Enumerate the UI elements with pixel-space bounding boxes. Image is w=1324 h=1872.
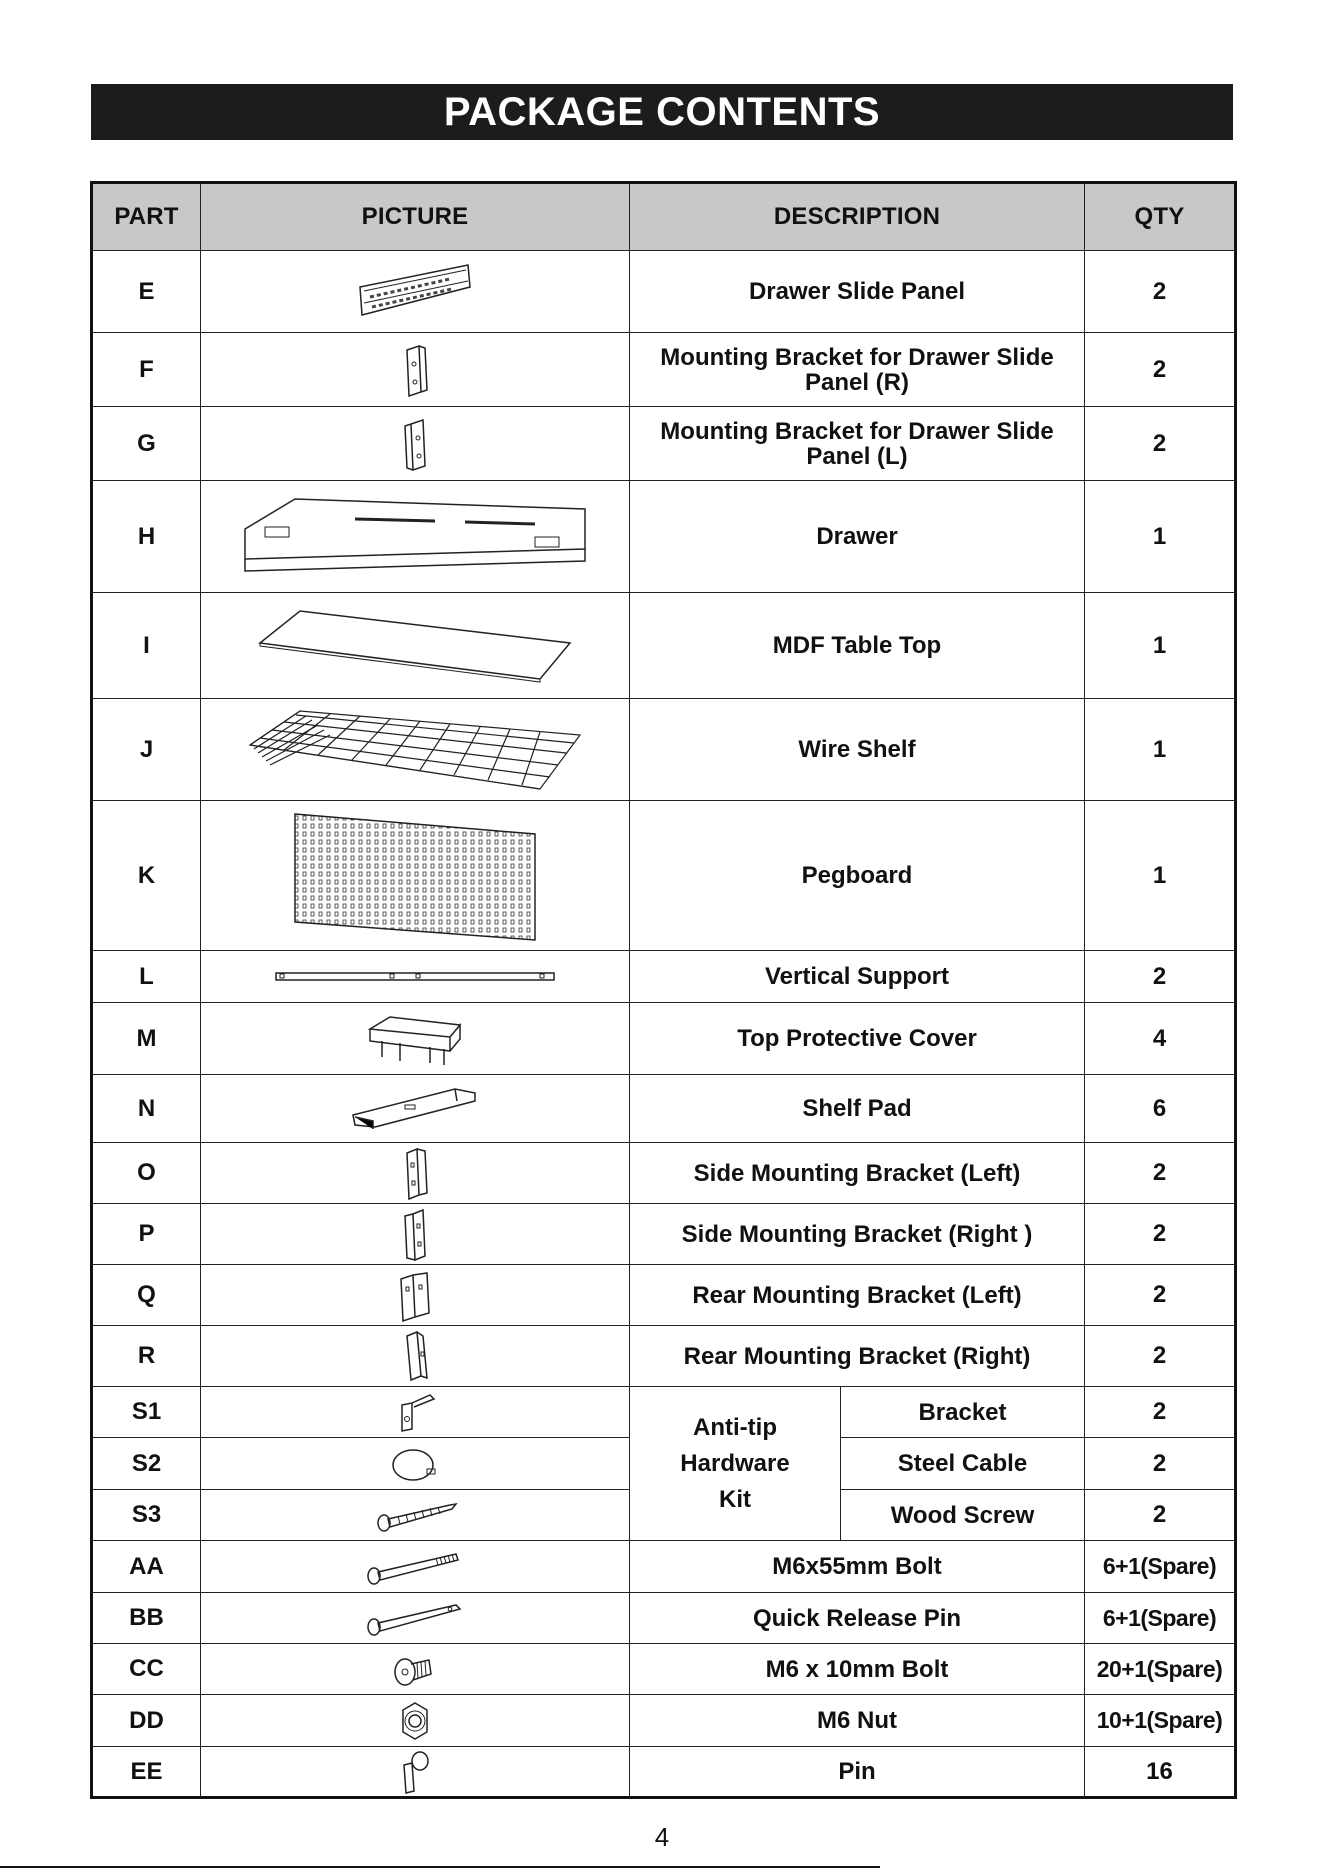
table-row: [92, 1387, 1236, 1438]
part-picture: [201, 1204, 630, 1265]
part-qty: 16: [1085, 1747, 1236, 1798]
table-row: [92, 1204, 1236, 1265]
part-code: L: [92, 951, 201, 1003]
part-qty: 2: [1085, 1265, 1236, 1326]
part-description: MDF Table Top: [630, 593, 1085, 699]
part-code: AA: [92, 1541, 201, 1593]
part-qty: 2: [1085, 1143, 1236, 1204]
part-code: EE: [92, 1747, 201, 1798]
part-code: BB: [92, 1593, 201, 1644]
part-picture: [201, 333, 630, 407]
part-description: M6 x 10mm Bolt: [630, 1644, 1085, 1695]
bracket-icon: [395, 1145, 435, 1201]
pin-icon: [390, 1749, 440, 1795]
part-qty: 2: [1085, 1204, 1236, 1265]
drawer-icon: [235, 489, 595, 585]
table-header-row: [92, 183, 1236, 251]
table-row: [92, 1326, 1236, 1387]
part-description: Pin: [630, 1747, 1085, 1798]
protective-cover-icon: [360, 1009, 470, 1069]
part-code: G: [92, 407, 201, 481]
part-picture: [201, 699, 630, 801]
shelf-pad-icon: [345, 1081, 485, 1137]
part-picture: [201, 1644, 630, 1695]
anti-tip-bracket-icon: [390, 1389, 440, 1435]
bracket-icon: [395, 340, 435, 400]
part-picture: [201, 1387, 630, 1438]
part-code: DD: [92, 1695, 201, 1747]
part-picture: [201, 1075, 630, 1143]
anti-tip-kit-label: Anti-tip Hardware Kit: [630, 1387, 841, 1541]
part-picture: [201, 951, 630, 1003]
part-description: Rear Mounting Bracket (Left): [630, 1265, 1085, 1326]
part-code: H: [92, 481, 201, 593]
part-qty: 2: [1085, 251, 1236, 333]
part-picture: [201, 251, 630, 333]
part-code: P: [92, 1204, 201, 1265]
part-picture: [201, 1438, 630, 1490]
nut-icon: [395, 1699, 435, 1743]
table-row: [92, 1003, 1236, 1075]
part-code: R: [92, 1326, 201, 1387]
header-description: DESCRIPTION: [630, 183, 1085, 251]
part-qty: 2: [1085, 1326, 1236, 1387]
part-picture: [201, 481, 630, 593]
table-row: [92, 699, 1236, 801]
part-code: I: [92, 593, 201, 699]
vertical-support-icon: [270, 967, 560, 987]
part-description: Mounting Bracket for Drawer Slide Panel (L): [630, 407, 1085, 481]
table-row: [92, 481, 1236, 593]
part-picture: [201, 1326, 630, 1387]
table-row: [92, 1644, 1236, 1695]
pegboard-icon: [285, 806, 545, 946]
part-qty: 1: [1085, 699, 1236, 801]
part-picture: [201, 1265, 630, 1326]
package-contents-table: [90, 181, 1237, 1799]
part-picture: [201, 801, 630, 951]
part-picture: [201, 407, 630, 481]
part-picture: [201, 1695, 630, 1747]
table-row: [92, 593, 1236, 699]
table-row: [92, 801, 1236, 951]
part-description: Mounting Bracket for Drawer Slide Panel (R): [630, 333, 1085, 407]
footer-rule: [0, 1866, 880, 1868]
steel-cable-icon: [385, 1441, 445, 1487]
part-description: Vertical Support: [630, 951, 1085, 1003]
part-qty: 1: [1085, 593, 1236, 699]
table-row: [92, 1541, 1236, 1593]
bracket-icon: [395, 1206, 435, 1262]
header-qty: QTY: [1085, 183, 1236, 251]
part-description: Side Mounting Bracket (Right ): [630, 1204, 1085, 1265]
part-description: Bracket: [841, 1387, 1085, 1438]
table-row: [92, 1143, 1236, 1204]
part-description: M6 Nut: [630, 1695, 1085, 1747]
part-qty: 6: [1085, 1075, 1236, 1143]
short-bolt-icon: [385, 1648, 445, 1690]
part-qty: 10+1(Spare): [1085, 1695, 1236, 1747]
part-qty: 6+1(Spare): [1085, 1593, 1236, 1644]
table-top-icon: [250, 603, 580, 689]
part-code: M: [92, 1003, 201, 1075]
table-row: [92, 407, 1236, 481]
part-code: Q: [92, 1265, 201, 1326]
wood-screw-icon: [370, 1495, 460, 1535]
drawer-slide-panel-icon: [350, 257, 480, 327]
bracket-icon: [395, 1328, 435, 1384]
part-code: E: [92, 251, 201, 333]
table-row: [92, 251, 1236, 333]
part-code: S3: [92, 1490, 201, 1541]
table-row: [92, 1695, 1236, 1747]
quick-release-pin-icon: [360, 1597, 470, 1639]
table-row: [92, 1265, 1236, 1326]
header-picture: PICTURE: [201, 183, 630, 251]
part-code: CC: [92, 1644, 201, 1695]
part-description: Top Protective Cover: [630, 1003, 1085, 1075]
wire-shelf-icon: [240, 705, 590, 795]
table-row: [92, 1075, 1236, 1143]
bracket-icon: [393, 1267, 437, 1323]
part-code: S1: [92, 1387, 201, 1438]
part-code: N: [92, 1075, 201, 1143]
part-code: K: [92, 801, 201, 951]
part-description: Drawer Slide Panel: [630, 251, 1085, 333]
part-picture: [201, 1143, 630, 1204]
part-description: Rear Mounting Bracket (Right): [630, 1326, 1085, 1387]
part-description: Shelf Pad: [630, 1075, 1085, 1143]
header-part: PART: [92, 183, 201, 251]
part-description: Drawer: [630, 481, 1085, 593]
part-code: O: [92, 1143, 201, 1204]
page-title: PACKAGE CONTENTS: [91, 84, 1233, 140]
part-code: F: [92, 333, 201, 407]
page-number: 4: [654, 1822, 670, 1852]
part-description: Steel Cable: [841, 1438, 1085, 1490]
part-description: Pegboard: [630, 801, 1085, 951]
table-row: [92, 1747, 1236, 1798]
part-code: S2: [92, 1438, 201, 1490]
part-description: Quick Release Pin: [630, 1593, 1085, 1644]
part-description: Wood Screw: [841, 1490, 1085, 1541]
part-picture: [201, 1593, 630, 1644]
part-picture: [201, 1490, 630, 1541]
part-qty: 1: [1085, 801, 1236, 951]
part-qty: 2: [1085, 1387, 1236, 1438]
bracket-icon: [395, 414, 435, 474]
part-picture: [201, 1541, 630, 1593]
part-description: M6x55mm Bolt: [630, 1541, 1085, 1593]
table-row: [92, 333, 1236, 407]
part-code: J: [92, 699, 201, 801]
part-description: Wire Shelf: [630, 699, 1085, 801]
part-qty: 2: [1085, 407, 1236, 481]
part-picture: [201, 593, 630, 699]
part-description: Side Mounting Bracket (Left): [630, 1143, 1085, 1204]
part-qty: 1: [1085, 481, 1236, 593]
table-row: [92, 1593, 1236, 1644]
bolt-icon: [360, 1546, 470, 1588]
part-qty: 2: [1085, 333, 1236, 407]
part-qty: 6+1(Spare): [1085, 1541, 1236, 1593]
part-qty: 2: [1085, 1438, 1236, 1490]
part-qty: 20+1(Spare): [1085, 1644, 1236, 1695]
part-qty: 2: [1085, 1490, 1236, 1541]
table-row: [92, 951, 1236, 1003]
part-picture: [201, 1747, 630, 1798]
part-qty: 2: [1085, 951, 1236, 1003]
part-qty: 4: [1085, 1003, 1236, 1075]
part-picture: [201, 1003, 630, 1075]
